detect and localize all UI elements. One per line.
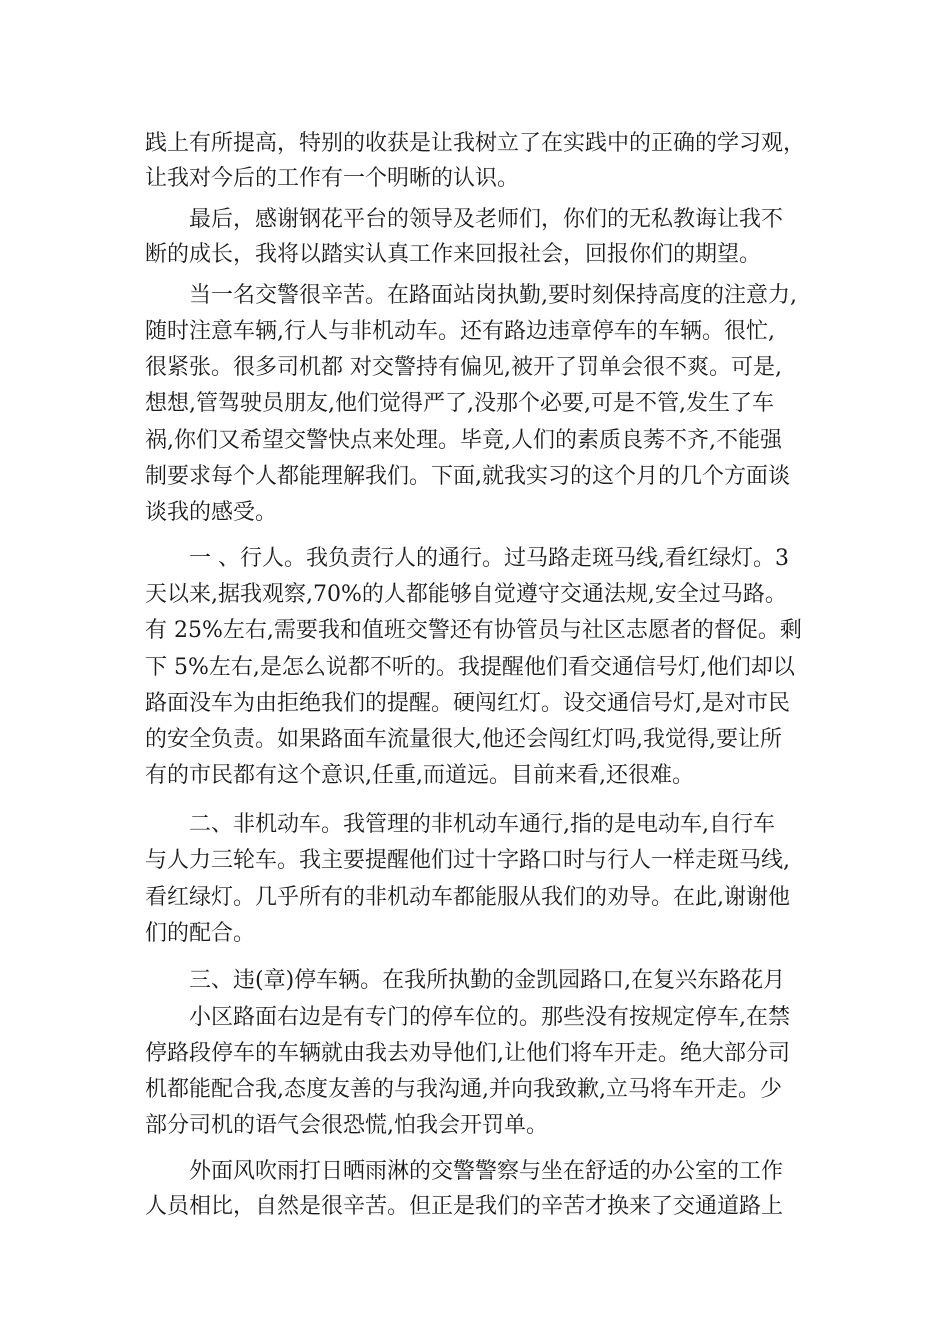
text-line: 最后，感谢钢花平台的领导及老师们，你们的无私教诲让我不 bbox=[189, 207, 784, 232]
text-line: 三、违(章)停车辆。在我所执勤的金凯园路口,在复兴东路花月 bbox=[189, 968, 786, 993]
text-line: 断的成长，我将以踏实认真工作来回报社会，回报你们的期望。 bbox=[145, 242, 762, 267]
text-line: 祸,你们又希望交警快点来处理。毕竟,人们的素质良莠不齐,不能强 bbox=[145, 428, 782, 453]
text-line: 的安全负责。如果路面车流量很大,他还会闯红灯吗,我觉得,要让所 bbox=[145, 727, 782, 752]
text-line: 与人力三轮车。我主要提醒他们过十字路口时与行人一样走斑马线, bbox=[145, 848, 790, 873]
text-line: 当一名交警很辛苦。在路面站岗执勤,要时刻保持高度的注意力, bbox=[189, 283, 797, 308]
text-line: 有 25%左右,需要我和值班交警还有协管员与社区志愿者的督促。剩 bbox=[145, 618, 802, 643]
text-line: 制要求每个人都能理解我们。下面,就我实习的这个月的几个方面谈 bbox=[145, 464, 790, 489]
text-line: 停路段停车的车辆就由我去劝导他们,让他们将车开走。绝大部分司 bbox=[145, 1041, 790, 1066]
text-line: 部分司机的语气会很恐慌,怕我会开罚单。 bbox=[145, 1113, 548, 1138]
text-line: 很紧张。很多司机都 对交警持有偏见,被开了罚单会很不爽。可是, bbox=[145, 355, 782, 380]
text-line: 一 、行人。我负责行人的通行。过马路走斑马线,看红绿灯。3 bbox=[189, 546, 789, 571]
text-line: 外面风吹雨打日晒雨淋的交警警察与坐在舒适的办公室的工作 bbox=[189, 1159, 784, 1184]
text-line: 人员相比，自然是很辛苦。但正是我们的辛苦才换来了交通道路上 bbox=[145, 1194, 784, 1219]
text-line: 随时注意车辆,行人与非机动车。还有路边违章停车的车辆。很忙, bbox=[145, 319, 775, 344]
text-line: 想想,管驾驶员朋友,他们觉得严了,没那个必要,可是不管,发生了车 bbox=[145, 391, 774, 416]
text-line: 让我对今后的工作有一个明晰的认识。 bbox=[145, 166, 520, 191]
text-line: 有的市民都有这个意识,任重,而道远。目前来看,还很难。 bbox=[145, 763, 694, 788]
text-line: 们的配合。 bbox=[145, 921, 256, 946]
text-line: 看红绿灯。几乎所有的非机动车都能服从我们的劝导。在此,谢谢他 bbox=[145, 885, 790, 910]
text-line: 小区路面右边是有专门的停车位的。那些没有按规定停车,在禁 bbox=[189, 1005, 790, 1030]
text-line: 谈我的感受。 bbox=[145, 500, 278, 525]
text-line: 天以来,据我观察,70%的人都能够自觉遵守交通法规,安全过马路。 bbox=[145, 582, 787, 607]
text-line: 践上有所提高，特别的收获是让我树立了在实践中的正确的学习观， bbox=[145, 131, 806, 156]
text-line: 路面没车为由拒绝我们的提醒。硬闯红灯。设交通信号灯,是对市民 bbox=[145, 691, 790, 716]
text-line: 机都能配合我,态度友善的与我沟通,并向我致歉,立马将车开走。少 bbox=[145, 1077, 782, 1102]
text-line: 二、非机动车。我管理的非机动车通行,指的是电动车,自行车 bbox=[189, 812, 775, 837]
text-line: 下 5%左右,是怎么说都不听的。我提醒他们看交通信号灯,他们却以 bbox=[145, 655, 795, 680]
